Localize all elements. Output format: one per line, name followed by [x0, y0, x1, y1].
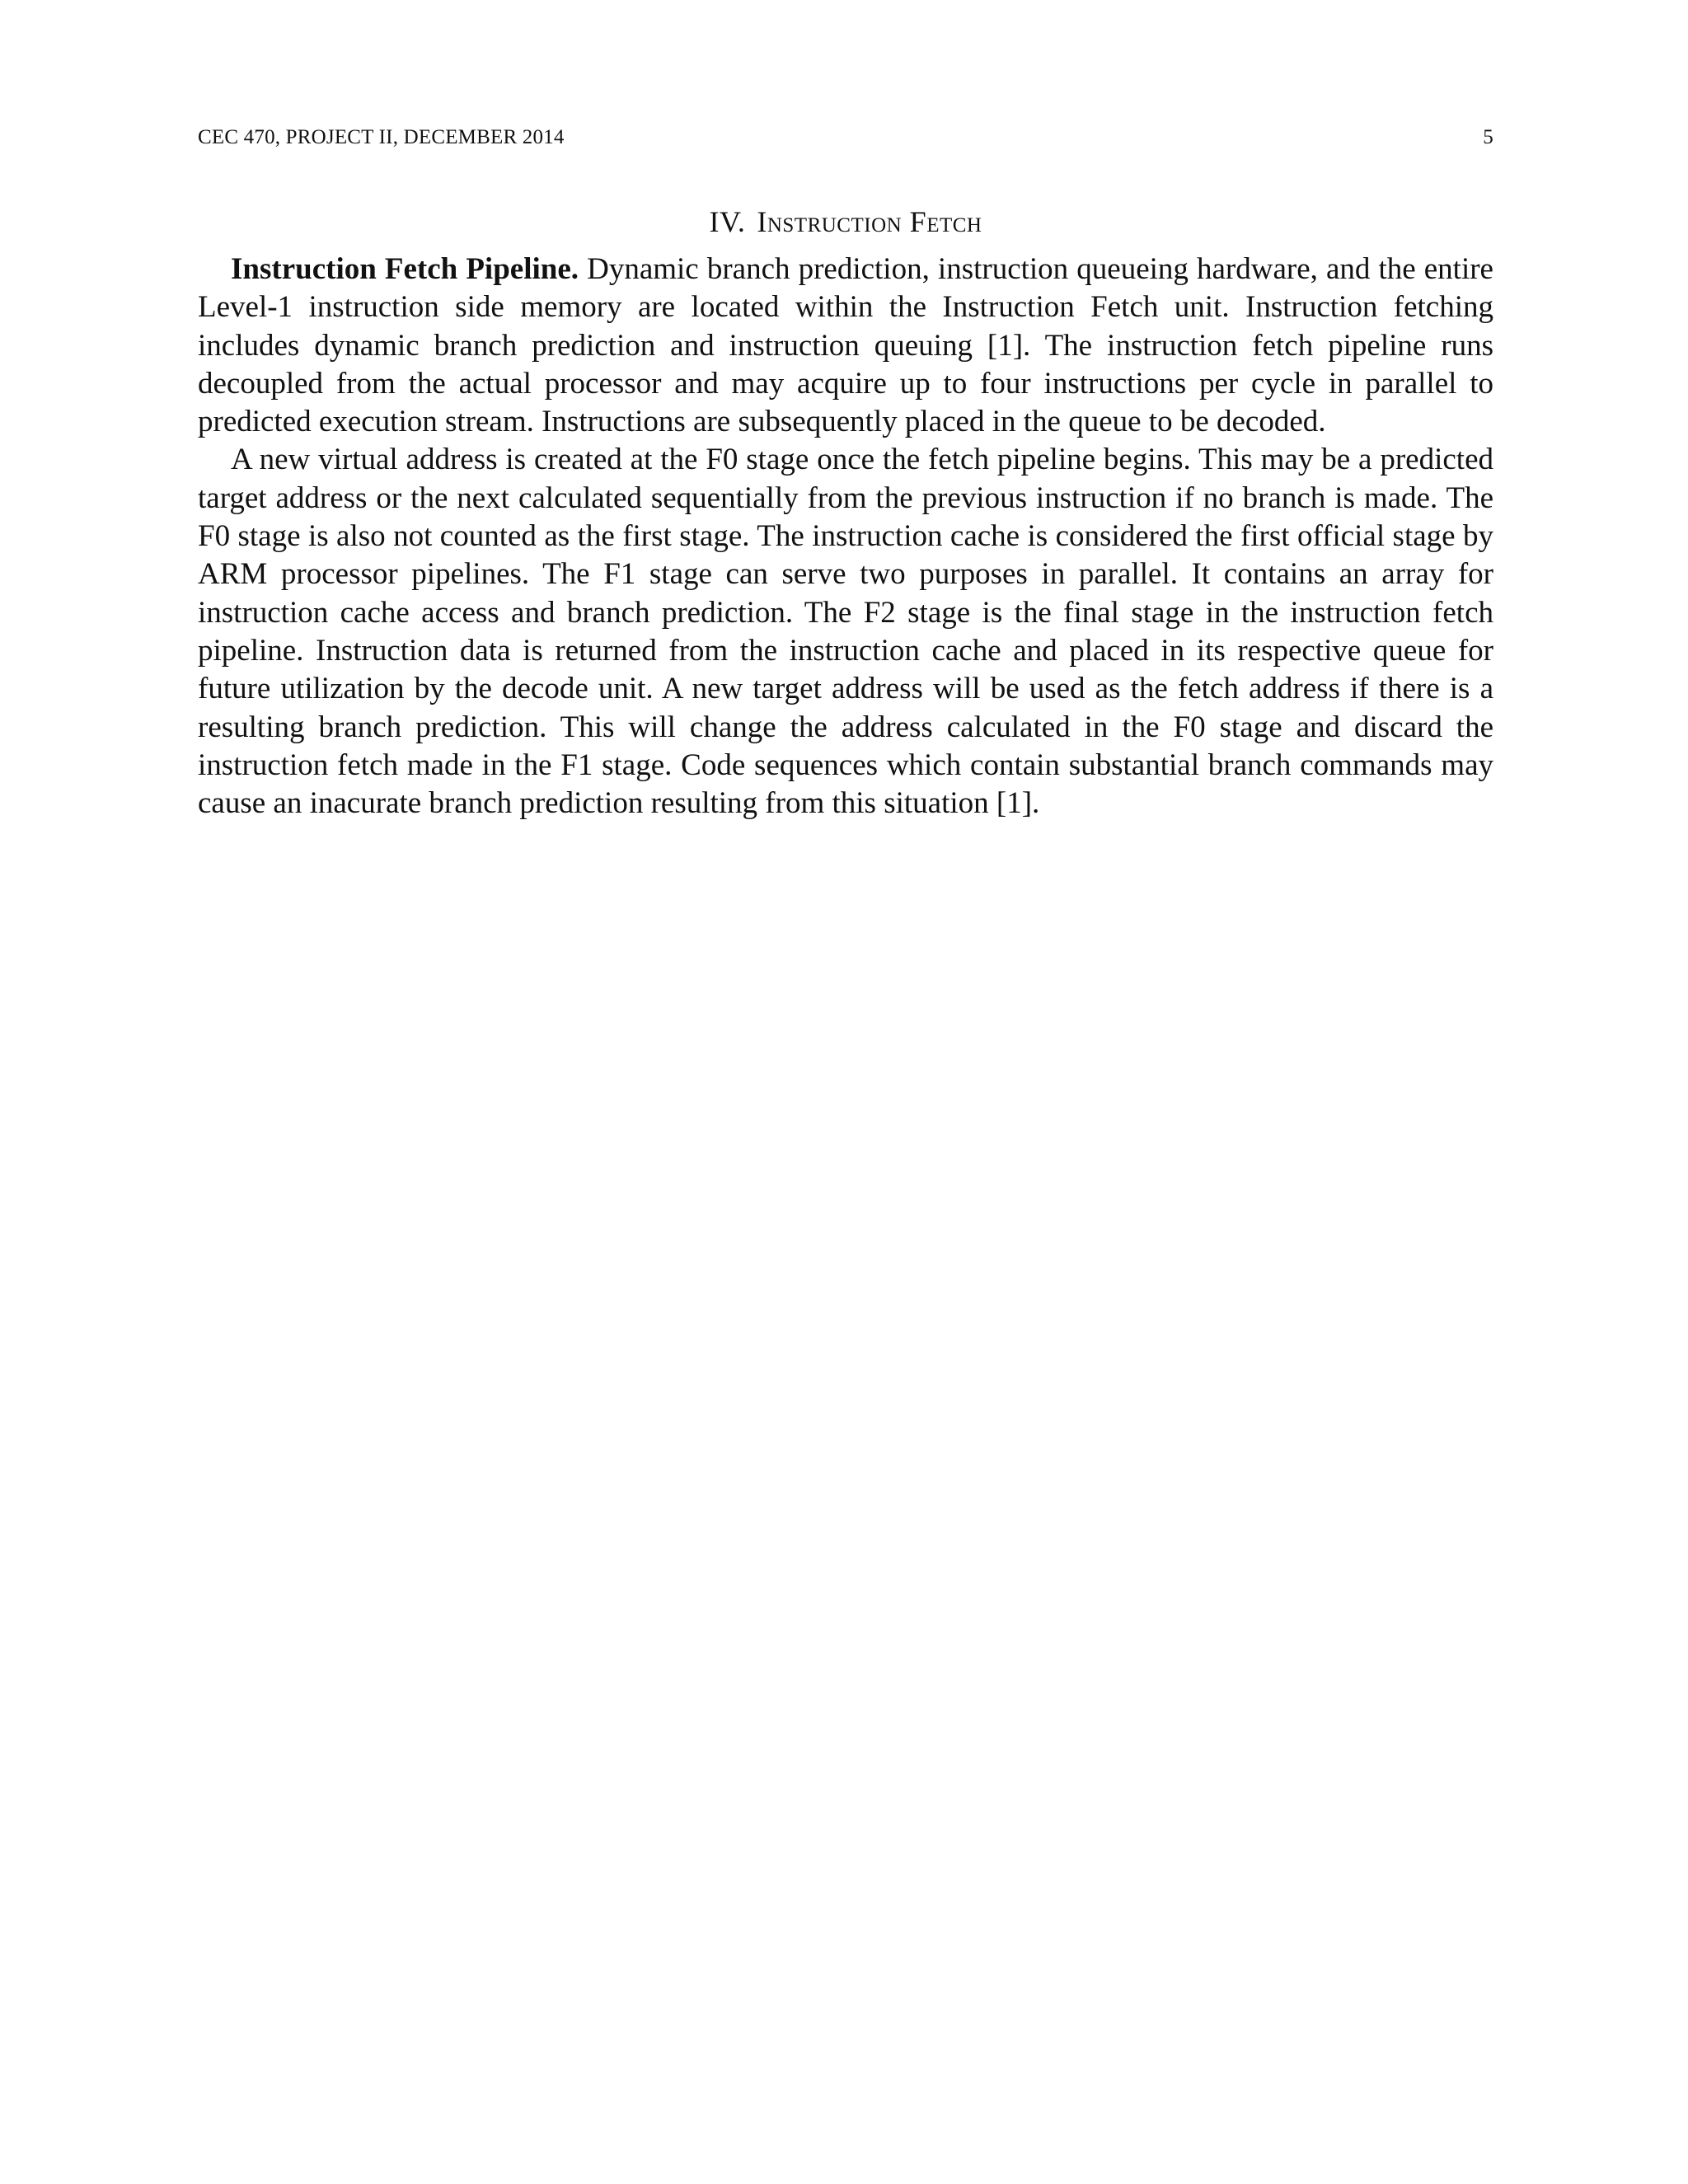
- run-in-heading: Instruction Fetch Pipeline.: [231, 252, 579, 286]
- body-text: [198, 251, 1493, 823]
- section-heading: [198, 204, 1493, 239]
- journal-header: CEC 470, PROJECT II, DECEMBER 2014: [198, 126, 565, 148]
- paragraph-text: Dynamic branch prediction, instruction queueing hardware, and the entire Level-1 instruction side memory are located within the Instruction Fetch unit. Instruction fetching includes dynamic branch prediction and instruction queuing [1]. The instruction fetch pipeline runs decoupled from the actual processor and may acquire up to four instructions per cycle in parallel to predicted execution stream. Instructions are subsequently placed in the queue to be decoded.: [198, 252, 1493, 439]
- paragraph-instruction-fetch-pipeline: [198, 251, 1493, 441]
- section-title: Instruction Fetch: [757, 205, 982, 238]
- running-header: [198, 126, 1493, 149]
- page-number: 5: [1483, 126, 1493, 148]
- paragraph-fetch-stages: A new virtual address is created at the F0 stage once the fetch pipeline begins. This may be a predicted target address or the next calculated sequentially from the previous instruction if no branch is made. The F0 stage is also not counted as the first stage. The instruction cache is considered the first official stage by ARM processor pipelines. The F1 stage can serve two purposes in parallel. It contains an array for instruction cache access and branch prediction. The F2 stage is the final stage in the instruction fetch pipeline. Instruction data is returned from the instruction cache and placed in its respective queue for future utilization by the decode unit. A new target address will be used as the fetch address if there is a resulting branch prediction. This will change the address calculated in the F0 stage and discard the instruction fetch made in the F1 stage. Code sequences which contain substantial branch commands may cause an inacurate branch prediction resulting from this situation [1].: [198, 443, 1493, 821]
- section-numeral: IV.: [709, 205, 746, 238]
